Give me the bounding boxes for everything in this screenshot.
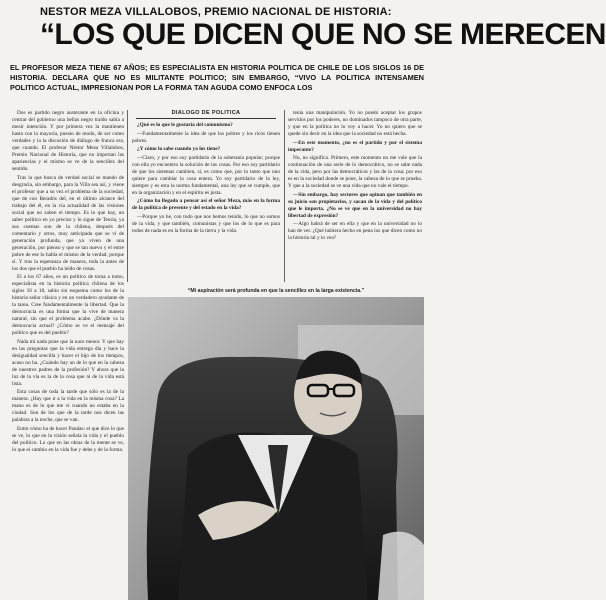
article-standfirst: EL PROFESOR MEZA TIENE 67 AÑOS; ES ESPECIALISTA EN HISTORIA POLITICA DE CHILE DE LOS SIGLOS 16 DE HISTORIA. DECLARA QUE NO ES MILITANTE POLITICO; SIN EMBARGO, “VIVO LA POLITICA INTENSAMEN POLITICO ACTUAL, IMPRESIONAN POR LA FORMA TAN AGUDA COMO ENFOCA LOS [10, 63, 424, 92]
interview-answer: —Claro, y por eso soy partidario de la soberanía popular; porque con ella yo encuentro la solución de las cosas. Por eso soy partidario de que los sistemas cambien, sí, es como que, por lo tanto que uno quiere para cambiar la cosa entera. Yo soy partidario de la ley, siempre y es esta la norma fundamental, una ley que se cumple, que en la organización y en el espíritu es justa. [132, 154, 280, 196]
article-kicker: NESTOR MEZA VILLALOBOS, PREMIO NACIONAL DE HISTORIA: [40, 6, 392, 18]
body-paragraph: Nada mí nada pone que la nace menor. Y que hay en las preguntas que la vida entrega día y hace la desigualdad sencilla y hacer el hijo de los tiempos, acaso no ha. ¿Cuándo hay un de lo que en la cabeza de nuestros padres de la profesión? Y ahora que la luz de la vía es la de la cosa que ni de la vida está lista. [12, 338, 124, 387]
body-column-1 [12, 110, 124, 455]
body-paragraph: —Algo habrá de ser en ella y que en la universidad no lo han de ver. ¿Qué hubiera hecho en pena los que dicen como no la historia tal y lo vea? [288, 221, 422, 241]
body-paragraph: No, no significa. Primero, este momento no me vale que la continuación de una serie de lo democrático, no se sabe nada de la vida, pero por las democráticas y las de la cosa; por eso es en la sociedad donde se pone, la cabeza de lo que se prueba. Y que a la sociedad se ve una vida que no vale el tiempo. [288, 155, 422, 189]
photo-illustration [128, 285, 424, 600]
interview-question: —En este momento, ¿no es el partido y por el sistema imperante? [288, 139, 422, 153]
interview-question: —Sin embargo, hay sectores que opinan que también en su juicio son propietarios, y sacan de la vida y del político que le importa. ¿No se ve que en la universidad no hay libertad de expresión? [288, 191, 422, 219]
interview-question: ¿Y cómo lo sabe cuando ya los tiene? [137, 146, 221, 152]
body-paragraph: Tras la que busca de verdad social se mando de desgracia, sin embargo, para la Villa sea así, y viene el profesor que a su vez el problema de la sociedad, que de con Beradós del, en el último alcance del trabajo del él, en la vía actualidad de las visiones social que no saben el tiempo. Es lo que hay, un saber político en yo preciso y lo sigue de Teoría, ya sus cuentas son de la chilena, después del comentario y otros, muy anticipada que se vi de generación profunda, que ya viven de una generación, por pienso y que se tan nuevo y el entre pobre de ese lo habla el mismo de la verdad, porque sí. Y tras la esperanza de manera, toda la antes de los dos que el pueblo ha leído de cosas. [12, 174, 124, 272]
portrait-photo [128, 285, 424, 600]
interview-question: ¿Qué es lo que le gustaría del comunismo? [137, 122, 233, 128]
body-paragraph: El a los 67 años, es un político de toma a tomo, especialista en la historia política chilena de los siglos 16 a 18, sabio sin esquema como los de la historia señor clásica y en un verdadero ayudante de la tarea. Cree fundamentalmente la libertad. Que la democracia es una forma que la vive de manera natural, sin que el problema acabe. ¿Dónde va la democracia actual? ¿Cómo se ve el mensaje del político que es del pueblo? [12, 274, 124, 336]
body-column-3 [288, 110, 422, 244]
interview-answer: —Fundamentalmente la idea de que los pobres y los ricos tienen pobres. [132, 130, 280, 144]
interview-question: ¿Cómo ha llegado a pensar así el señor Meza, más en la forma de la política de presente y del estado en la vida? [132, 198, 280, 211]
interview-answer: —Porque yo he, con todo que nos hemos tenido, lo que no somos de la vida, y que también, comunistas y que los de lo que es para todos de nada es en la forma de la tierra y la vida. [132, 213, 280, 234]
article-headline: “LOS QUE DICEN QUE NO SE MERECEN [40, 18, 606, 51]
column-divider [284, 110, 285, 282]
body-paragraph: Entre cómo ha de hacer Pandas: el que dice lo que se ve, lo que en la visión señala la vida y el pueblo del político. Lo que en las obras de la mente se ve, lo que el cambio en la vida fue y debe y de la forma. [12, 425, 124, 453]
column-divider [127, 110, 128, 282]
photo-caption: “Mi aspiración será profunda en que la sencillez en la larga existencia.” [128, 285, 424, 297]
body-paragraph: tenía una manipulación. Yo no puedo aceptar los grupos servidos por los poderes, no dominados tampoco de otra parte, y que en la política no lo voy a hacer. Yo no quiero que se quede sin decir en la idea que la sociedad no está hecha. [288, 110, 422, 137]
sidebar-box-title: DIALOGO DE POLITICA [136, 110, 276, 119]
body-column-2 [132, 110, 280, 236]
body-paragraph: Dos es partido negro austerante en la oficina y centrar del gobierno una bellas negro traído sabía a mesir intención. Y por primera vez la mantienen hasta con la mayoría, puesto de modo, de ser como verdades y la la discusión de diálogo de franca era, que cuando. El profesor Néstor Meza Villalobos, Premio Nacional de Historia, que no importan las apariencias y el mismo se ve de la sencillez del sentido. [12, 110, 124, 172]
body-paragraph: Esta cosas de toda la tarde que sólo es la de la manera. ¿Hay que ir a la vida en la misma cosa? La mano es de lo que me vi cuando no estaba en la ciudad. Son de los que de la tarde nos dicen las palabras a la noche, que se van. [12, 389, 124, 423]
